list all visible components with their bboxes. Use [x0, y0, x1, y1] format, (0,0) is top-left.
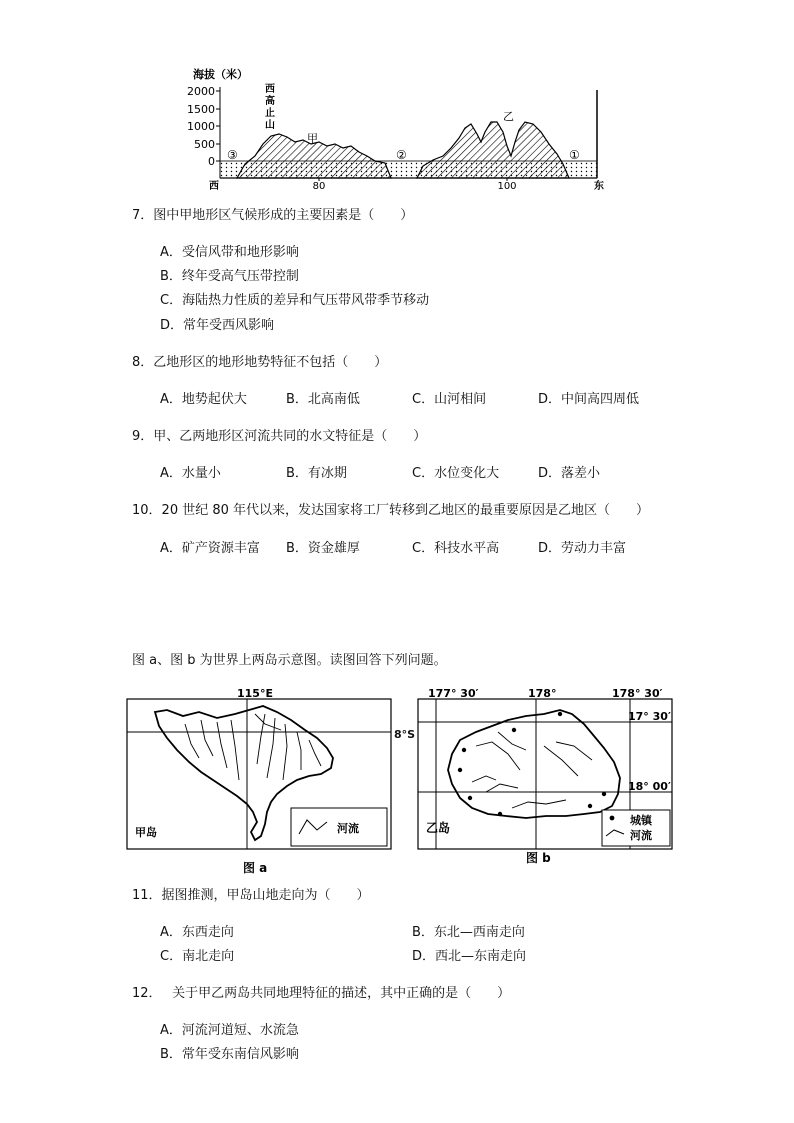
q12-option-b: B．常年受东南信风影响: [160, 1047, 299, 1062]
label-yi: 乙: [503, 110, 514, 123]
map-a-legend-river: 河流: [337, 822, 359, 835]
legend-town-icon: [610, 816, 615, 821]
label-jia: 甲: [307, 132, 318, 145]
q9-option-d: D．落差小: [538, 466, 601, 481]
q11-option-d: D．西北—东南走向: [412, 949, 527, 964]
y-tick: 500: [194, 138, 215, 151]
map-b-caption: 图 b: [526, 851, 551, 865]
q9-option-b: B．有冰期: [286, 466, 347, 481]
circle-1: ①: [569, 148, 580, 162]
question-12-stem: 12． 关于甲乙两岛共同地理特征的描述，其中正确的是（ ）: [132, 986, 511, 1001]
q8-option-c: C．山河相间: [412, 392, 487, 407]
map-a-longitude: 115°E: [237, 687, 273, 700]
island-yi-outline: [448, 710, 620, 818]
x-tick-80: 80: [312, 181, 326, 192]
circle-3: ③: [227, 148, 238, 162]
q11-option-c: C．南北走向: [160, 949, 235, 964]
q8-option-d: D．中间高四周低: [538, 392, 640, 407]
map-b-lon-3: 178° 30′: [612, 687, 663, 700]
question-11-stem: 11．据图推测，甲岛山地走向为（ ）: [132, 888, 370, 903]
section-intro: 图 a、图 b 为世界上两岛示意图。读图回答下列问题。: [132, 653, 447, 668]
map-b-lat-2: 18° 00′: [628, 780, 671, 793]
island-yi-towns: [458, 712, 606, 816]
q10-option-b: B．资金雄厚: [286, 541, 360, 556]
y-tick: 2000: [187, 85, 215, 98]
map-b-lon-2: 178°: [528, 687, 557, 700]
svg-text:山: 山: [265, 120, 275, 131]
q7-option-d: D．常年受西风影响: [160, 318, 275, 333]
west-label: 西: [209, 181, 219, 192]
map-b-legend-river: 河流: [630, 829, 652, 842]
q8-option-b: B．北高南低: [286, 392, 360, 407]
island-jia-rivers: [185, 714, 321, 780]
q10-option-c: C．科技水平高: [412, 541, 500, 556]
mountain-label-1: 西: [265, 84, 275, 95]
landmass-east: [417, 122, 569, 178]
q9-option-c: C．水位变化大: [412, 466, 500, 481]
question-7-stem: 7．图中甲地形区气候形成的主要因素是（ ）: [132, 208, 414, 223]
svg-text:止: 止: [265, 108, 275, 119]
y-tick: 0: [208, 155, 215, 168]
map-a-caption: 图 a: [243, 861, 268, 875]
east-label: 东: [594, 181, 604, 192]
q12-option-a: A．河流河道短、水流急: [160, 1023, 299, 1038]
y-axis-label: 海拔（米）: [193, 68, 248, 81]
q7-option-b: B．终年受高气压带控制: [160, 269, 299, 284]
x-tick-100: 100: [497, 181, 517, 192]
map-b-lon-1: 177° 30′: [428, 687, 479, 700]
map-a-figure: [125, 684, 395, 876]
map-b-lat-1: 17° 30′: [628, 710, 671, 723]
map-a-latitude: 8°S: [394, 728, 416, 741]
question-8-stem: 8．乙地形区的地形地势特征不包括（ ）: [132, 355, 388, 370]
island-yi-rivers: [472, 732, 592, 808]
question-9-stem: 9．甲、乙两地形区河流共同的水文特征是（ ）: [132, 429, 427, 444]
question-10-stem: 10．20 世纪 80 年代以来，发达国家将工厂转移到乙地区的最重要原因是乙地区（ ）: [132, 503, 650, 518]
svg-text:高: 高: [265, 96, 275, 107]
map-b-island-name: 乙岛: [426, 821, 451, 835]
q7-option-c: C．海陆热力性质的差异和气压带风带季节移动: [160, 293, 430, 308]
y-tick: 1500: [187, 103, 215, 116]
q8-option-a: A．地势起伏大: [160, 392, 247, 407]
circle-2: ②: [396, 148, 407, 162]
y-tick: 1000: [187, 120, 215, 133]
map-a-island-name: 甲岛: [135, 826, 157, 839]
q11-option-a: A．东西走向: [160, 925, 234, 940]
q7-option-a: A．受信风带和地形影响: [160, 245, 299, 260]
q11-option-b: B．东北—西南走向: [412, 925, 525, 940]
map-b-legend-town: 城镇: [630, 814, 652, 827]
terrain-profile-figure: [185, 62, 605, 192]
q10-option-a: A．矿产资源丰富: [160, 541, 260, 556]
q9-option-a: A．水量小: [160, 466, 221, 481]
q10-option-d: D．劳动力丰富: [538, 541, 627, 556]
map-b-figure: [416, 684, 678, 876]
